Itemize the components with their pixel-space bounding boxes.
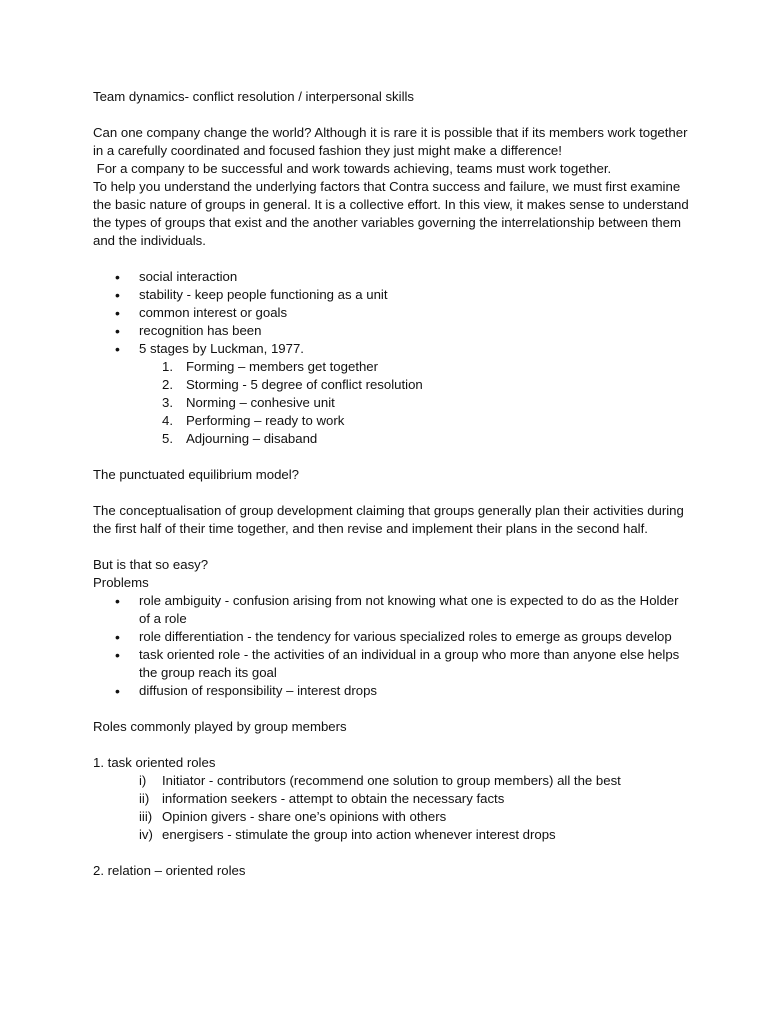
list-number: iii) (139, 809, 153, 824)
list-item: • 5 stages by Luckman, 1977. (93, 340, 693, 358)
document-page (93, 88, 693, 880)
list-item (93, 808, 693, 826)
list-item (93, 358, 693, 376)
problems-label: Problems (93, 575, 149, 590)
list-number: 4. (162, 413, 173, 428)
list-item (93, 412, 693, 430)
list-item: • role ambiguity - confusion arising from not knowing what one is expected to do as the Holder of a role (93, 592, 693, 628)
list-item (93, 772, 693, 790)
list-number: 5. (162, 431, 173, 446)
spacer (93, 448, 693, 466)
list-text: Storming - 5 degree of conflict resolution (186, 377, 423, 392)
list-item: • diffusion of responsibility – interest drops (93, 682, 693, 700)
list-text: Norming – conhesive unit (186, 395, 335, 410)
list-item: • role differentiation - the tendency for various specialized roles to emerge as groups develop (93, 628, 693, 646)
spacer (93, 106, 693, 124)
list-text: energisers - stimulate the group into action whenever interest drops (162, 827, 556, 842)
list-text: Opinion givers - share one’s opinions with others (162, 809, 447, 824)
subsection-heading: 1. task oriented roles (93, 755, 216, 770)
group-features-list (93, 268, 693, 358)
subsection-heading: 2. relation – oriented roles (93, 863, 246, 878)
list-item: • social interaction (93, 268, 693, 286)
list-text: Forming – members get together (186, 359, 379, 374)
list-item (93, 376, 693, 394)
list-item (93, 430, 693, 448)
list-text: Performing – ready to work (186, 413, 345, 428)
list-item: • task oriented role - the activities of an individual in a group who more than anyone else helps the group reach its goal (93, 646, 693, 682)
list-item: • common interest or goals (93, 304, 693, 322)
document-title: Team dynamics- conflict resolution / interpersonal skills (93, 89, 415, 104)
list-text: Adjourning – disaband (186, 431, 318, 446)
stages-list (93, 358, 693, 448)
problems-list (93, 592, 693, 700)
easy-question: But is that so easy? (93, 557, 209, 572)
spacer (93, 700, 693, 718)
groups-paragraph: To help you understand the underlying factors that Contra success and failure, we must first examine the basic nature of groups in general. It is a collective effort. In this view, it makes sense to understand the types of groups that exist and the another variables governing the interrelationship between them and the individuals. (93, 179, 689, 248)
list-number: iv) (139, 827, 153, 842)
list-number: 1. (162, 359, 173, 374)
list-item (93, 826, 693, 844)
teams-paragraph-line: For a company to be successful and work towards achieving, teams must work together. (93, 161, 612, 176)
list-item (93, 394, 693, 412)
spacer (93, 250, 693, 268)
list-item: • recognition has been (93, 322, 693, 340)
spacer (93, 844, 693, 862)
list-text: information seekers - attempt to obtain the necessary facts (162, 791, 505, 806)
spacer (93, 538, 693, 556)
list-number: i) (139, 773, 147, 788)
list-item (93, 790, 693, 808)
task-roles-list (93, 772, 693, 844)
section-heading: The punctuated equilibrium model? (93, 467, 299, 482)
spacer (93, 736, 693, 754)
list-number: 2. (162, 377, 173, 392)
list-number: 3. (162, 395, 173, 410)
list-number: ii) (139, 791, 150, 806)
list-item: • stability - keep people functioning as a unit (93, 286, 693, 304)
intro-paragraph: Can one company change the world? Although it is rare it is possible that if its members work together in a carefully coordinated and focused fashion they just might make a difference! (93, 125, 688, 158)
punctuated-paragraph: The conceptualisation of group development claiming that groups generally plan their activities during the first half of their time together, and then revise and implement their plans in the second half. (93, 503, 684, 536)
spacer (93, 484, 693, 502)
list-text: Initiator - contributors (recommend one solution to group members) all the best (162, 773, 621, 788)
section-heading: Roles commonly played by group members (93, 719, 347, 734)
